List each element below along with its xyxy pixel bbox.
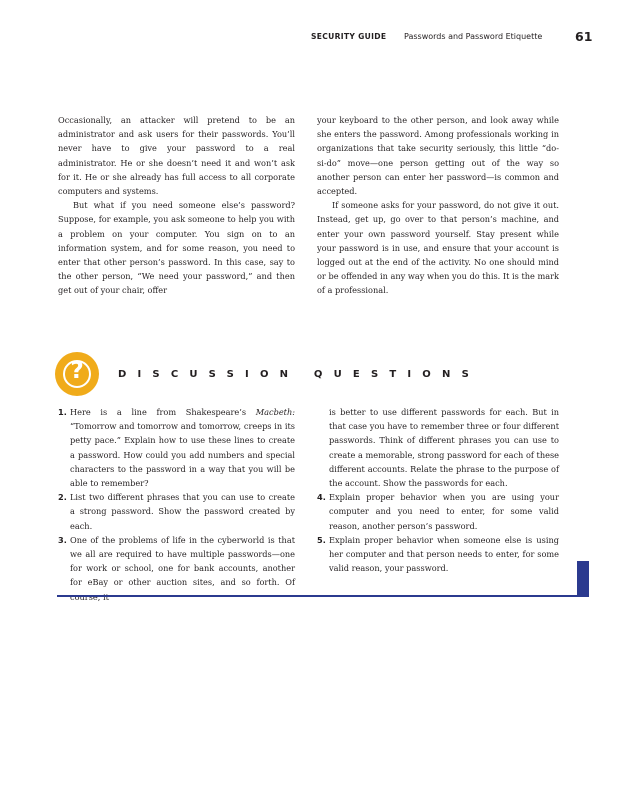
question-2-number: 2. — [58, 492, 67, 503]
question-3-start: 3. One of the problems of life in the cyberworld is that we all are required to have multiple passwords—one for work or school, one for bank accounts, another for eBay or other auction sites, and so forth. Of — [58, 534, 295, 588]
question-4: 4. Explain proper behavior when you are using your computer and you need to enter, for some valid reason, another person’s password. — [317, 492, 559, 531]
header-chapter-title: Passwords and Password Etiquette — [404, 32, 543, 41]
question-5-number: 5. — [317, 534, 326, 545]
question-mark-icon: ? — [55, 352, 99, 396]
body-paragraph-2-end: your keyboard to the other person, and look away while she enters the password. Among professionals working in organizations that take security seriously, this little “do-si-do” move—one person getting out of the way so another person can enter her password—is common and accepted. — [317, 115, 559, 197]
question-4-number: 4. — [317, 492, 326, 503]
questions-column-right — [317, 405, 559, 575]
questions-column-left — [58, 405, 295, 604]
body-paragraph-2-start: But what if you need someone else’s password? Suppose, for example, you ask someone to help you with a problem on your computer. You sign on to an information system, and for some reason, you need to enter that other person’s password. In this case, say to the other person, “We need your password,” and then get out of your chair, offer — [58, 200, 295, 296]
question-3-number: 3. — [58, 534, 67, 545]
header-guide-label: SECURITY GUIDE — [311, 32, 387, 41]
question-1-number: 1. — [58, 407, 67, 417]
page-number: 61 — [575, 29, 593, 44]
body-column-right — [317, 113, 559, 298]
question-1: 1. Here is a line from Shakespeare’s Macbeth: “Tomorrow and tomorrow and tomorrow, creeps in its petty pace.” Explain how to use these lines to create a password. How could you add numbers and special characters to the password in a way that you will be able to remember? — [58, 407, 295, 489]
body-column-left — [58, 113, 295, 298]
section-divider-rule — [57, 595, 589, 597]
discussion-questions-heading: DISCUSSION QUESTIONS — [118, 369, 480, 380]
body-paragraph-1: Occasionally, an attacker will pretend to be an administrator and ask users for their passwords. You’ll never have to give your password to a real administrator. He or she doesn’t need it and won’t ask for it. He or she already has full access to all corporate computers and systems. — [58, 115, 295, 197]
question-2: 2. List two different phrases that you can use to create a strong password. Show the password created by each. — [58, 492, 295, 531]
running-header — [0, 29, 625, 49]
question-3-end: is better to use different passwords for each. But in that case you have to remember three or four different passwords. Think of different phrases you can use to create a memorable, strong password for each of these different accounts. Relate the phrase to the purpose of the account. Show the passwords for each. — [329, 407, 559, 489]
question-5: 5. Explain proper behavior when someone else is using her computer and that person needs to enter, for some valid reason, your password. — [317, 534, 559, 574]
section-tab-marker — [577, 561, 589, 597]
body-paragraph-3: If someone asks for your password, do not give it out. Instead, get up, go over to that person’s machine, and enter your own password yourself. Stay present while your password is in use, and ensure that your account is logged out at the end of the activity. No one should mind or be offended in any way when you do this. It is the mark of a professional. — [317, 200, 559, 296]
